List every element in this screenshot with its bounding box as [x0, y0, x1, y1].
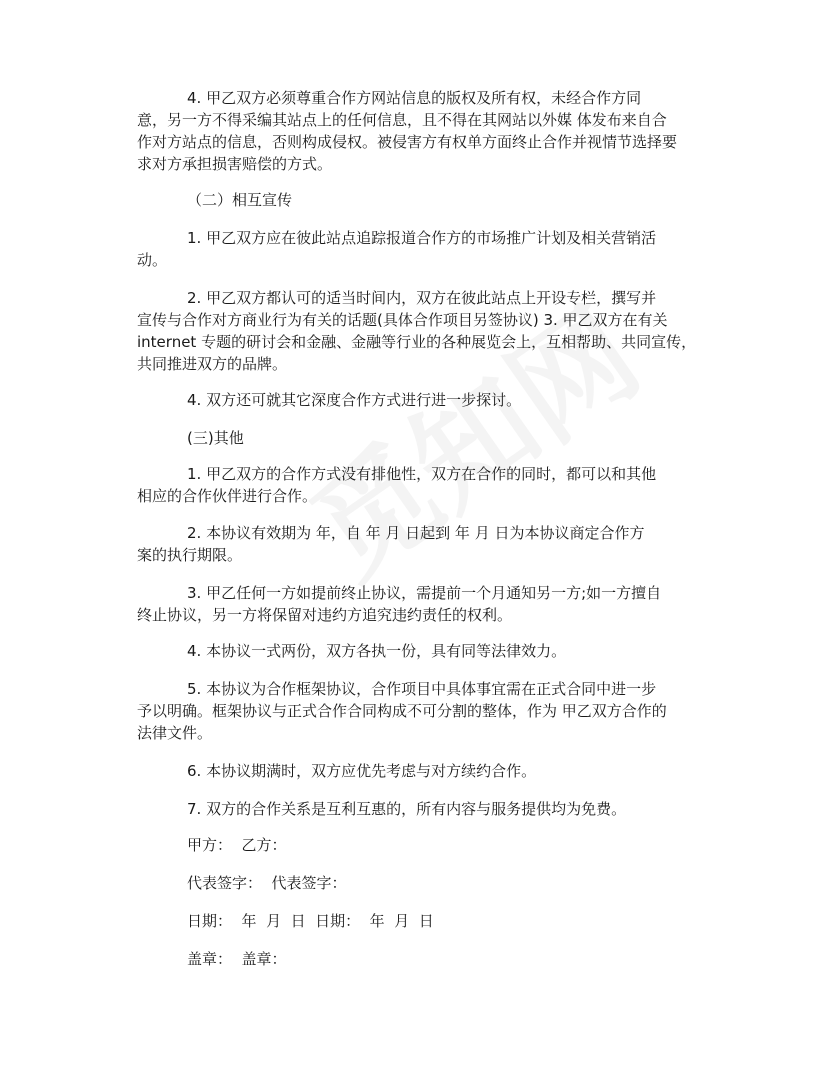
s3-item2-line2: 案的执行期限。: [137, 546, 243, 564]
s3-item7: 7. 双方的合作关系是互利互惠的，所有内容与服务提供均为免费。: [187, 800, 627, 818]
signature-parties: 甲方： 乙方：: [187, 836, 287, 854]
s3-item4: 4. 本协议一式两份，双方各执一份，具有同等法律效力。: [187, 642, 567, 660]
s3-item5-line3: 法律文件。: [137, 724, 213, 742]
s2-item2-line1: 2. 甲乙双方都认可的适当时间内，双方在彼此站点上开设专栏，撰写并: [187, 289, 657, 307]
s3-item3-line1: 3. 甲乙任何一方如提前终止协议，需提前一个月通知另一方;如一方擅自: [187, 584, 662, 602]
s2-item4: 4. 双方还可就其它深度合作方式进行进一步探讨。: [187, 391, 522, 409]
s3-item3-line2: 终止协议，另一方将保留对违约方追究违约责任的权利。: [137, 606, 513, 624]
s3-item1-line1: 1. 甲乙双方的合作方式没有排他性，双方在合作的同时，都可以和其他: [187, 465, 657, 483]
s2-item1-line1: 1. 甲乙双方应在彼此站点追踪报道合作方的市场推广计划及相关营销活: [187, 229, 657, 247]
s2-item2-line2: 宣传与合作对方商业行为有关的话题(具体合作项目另签协议) 3. 甲乙双方在有关: [137, 311, 668, 329]
s3-item5-line1: 5. 本协议为合作框架协议，合作项目中具体事宜需在正式合同中进一步: [187, 680, 657, 698]
clause4-line3: 作对方站点的信息，否则构成侵权。被侵害方有权单方面终止合作并视情节选择要: [137, 133, 678, 151]
clause4-line2: 意，另一方不得采编其站点上的任何信息，且不得在其网站以外媒 体发布来自合: [137, 111, 667, 129]
section3-heading: (三)其他: [187, 429, 244, 447]
s2-item1-line2: 动。: [137, 251, 168, 269]
clause4-line4: 求对方承担损害赔偿的方式。: [137, 155, 333, 173]
s3-item2-line1: 2. 本协议有效期为 年，自 年 月 日起到 年 月 日为本协议商定合作方: [187, 524, 645, 542]
signature-dates: 日期： 年 月 日 日期： 年 月 日: [187, 912, 434, 930]
signature-representatives: 代表签字： 代表签字：: [187, 874, 347, 892]
s3-item1-line2: 相应的合作伙伴进行合作。: [137, 487, 318, 505]
section2-heading: （二）相互宣传: [187, 191, 293, 209]
s3-item6: 6. 本协议期满时，双方应优先考虑与对方续约合作。: [187, 762, 537, 780]
clause4-line1: 4. 甲乙双方必须尊重合作方网站信息的版权及所有权，未经合作方同: [187, 89, 642, 107]
s2-item2-line3: internet 专题的研讨会和金融、金融等行业的各种展览会上，互相帮助、共同宣传，: [137, 333, 697, 351]
signature-seals: 盖章： 盖章：: [187, 950, 287, 968]
s3-item5-line2: 予以明确。框架协议与正式合作合同构成不可分割的整体，作为 甲乙双方合作的: [137, 702, 667, 720]
s2-item2-line4: 共同推进双方的品牌。: [137, 355, 288, 373]
